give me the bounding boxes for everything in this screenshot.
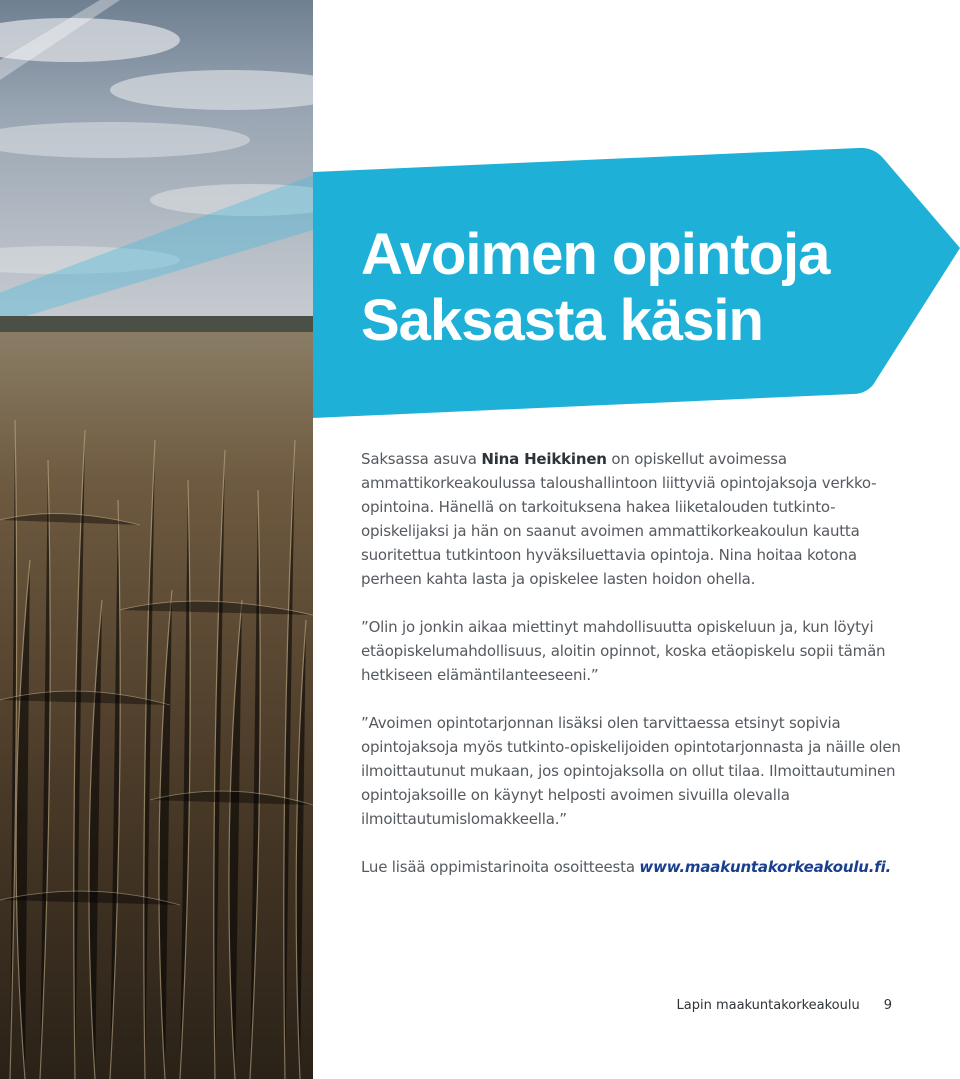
- title-line-2: Saksasta käsin: [361, 288, 763, 353]
- intro-paragraph: [361, 447, 901, 591]
- website-link[interactable]: www.maakuntakorkeakoulu.fi.: [639, 858, 892, 876]
- quote-1: ”Olin jo jonkin aikaa miettinyt mahdollisuutta opiskeluun ja, kun löytyi etäopiskelumahdollisuus, aloitin opinnot, koska etäopiskelu sopii tämän hetkiseen elämäntilanteeseeni.”: [361, 618, 886, 684]
- intro-pre: Saksassa asuva: [361, 450, 482, 468]
- page-footer: [677, 998, 893, 1013]
- intro-post: on opiskellut avoimessa ammattikorkeakoulussa taloushallintoon liittyviä opintojaksoja verkko-opintoina. Hänellä on tarkoituksena hakea liiketalouden tutkinto-opiskelijaksi ja hän on saanut avoimen ammattikorkeakoulun kautta suoritettua tutkintoon hyväksiluettavia opintoja. Nina hoitaa kotona perheen kahta lasta ja opiskelee lasten hoidon ohella.: [361, 450, 877, 588]
- title-banner: [313, 0, 960, 420]
- arrow-banner-shape: [313, 0, 960, 420]
- title-line-1: Avoimen opintoja: [361, 222, 830, 287]
- quote-2: ”Avoimen opintotarjonnan lisäksi olen tarvittaessa etsinyt sopivia opintojaksoja myös tutkinto-opiskelijoiden opintotarjonnasta ja näille olen ilmoittautunut mukaan, jos opintojaksolla on ollut tilaa. Ilmoittautuminen opintojaksoille on käynyt helposti avoimen sivuilla olevalla ilmoittautumislomakkeella.”: [361, 714, 901, 828]
- read-more-text: Lue lisää oppimistarinoita osoitteesta: [361, 858, 640, 876]
- field-photo: [0, 0, 313, 1079]
- read-more: [361, 855, 901, 879]
- article-body: [361, 447, 901, 903]
- page-title: [361, 222, 829, 354]
- person-name: Nina Heikkinen: [481, 450, 607, 468]
- page-number: 9: [883, 998, 892, 1013]
- publisher-name: Lapin maakuntakorkeakoulu: [676, 998, 860, 1013]
